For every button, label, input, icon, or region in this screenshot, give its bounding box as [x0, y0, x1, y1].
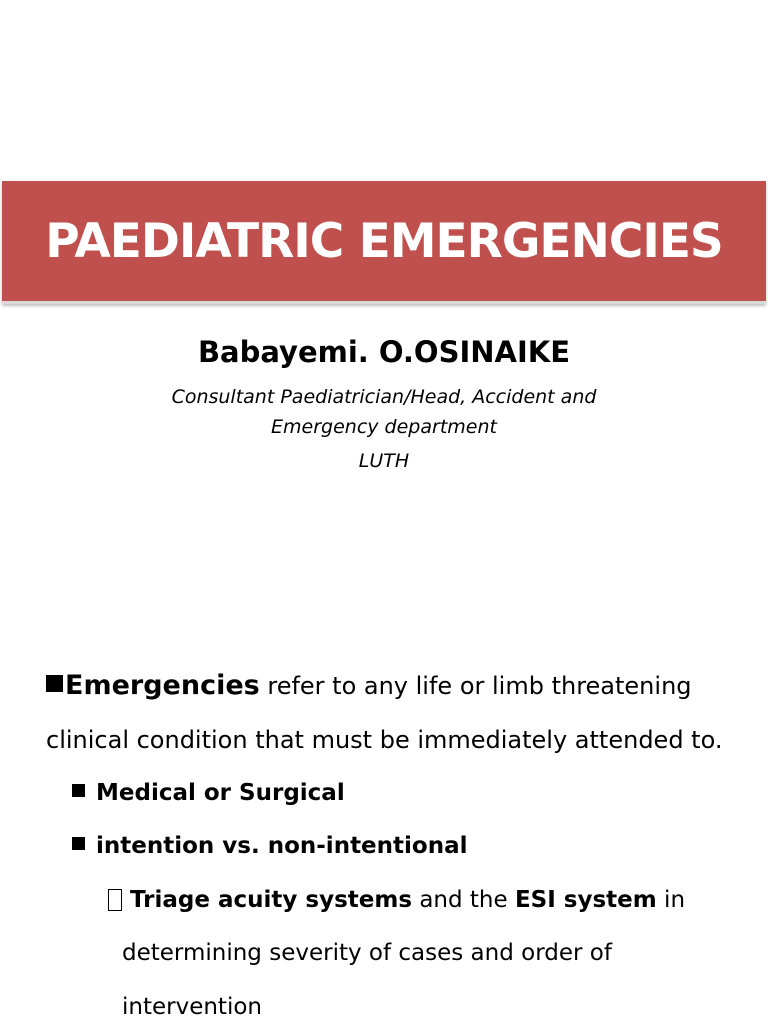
bullet-label: intention vs. non-intentional: [96, 833, 468, 859]
emergencies-term: Emergencies: [65, 670, 260, 701]
definition-paragraph-line-2: clinical condition that must be immediately attended to.: [46, 726, 723, 754]
square-bullet-icon: [72, 837, 85, 850]
bullet-label: Medical or Surgical: [96, 780, 345, 806]
arrow-box-icon: [108, 889, 122, 911]
connector-text: and the: [412, 887, 515, 913]
square-bullet-icon: [46, 675, 63, 692]
sub-bullet-line-2: determining severity of cases and order of: [122, 940, 612, 966]
affiliation-line-1: Consultant Paediatrician/Head, Accident and: [171, 386, 597, 408]
affiliation-line-3: LUTH: [358, 450, 410, 472]
sub-bullet-triage: [108, 887, 685, 913]
triage-term: Triage acuity systems: [130, 887, 413, 913]
sub-bullet-line-3: intervention: [122, 994, 262, 1020]
definition-paragraph-line-1: [46, 670, 692, 701]
sub-end-text: in: [656, 887, 686, 913]
bullet-medical-surgical: [72, 780, 345, 806]
definition-text-1: refer to any life or limb threatening: [259, 672, 692, 700]
affiliation-line-2: Emergency department: [271, 416, 497, 438]
bullet-intentional: [72, 833, 468, 859]
esi-term: ESI system: [514, 887, 657, 913]
title-banner: [2, 181, 766, 304]
slide-title: PAEDIATRIC EMERGENCIES: [45, 213, 723, 269]
square-bullet-icon: [72, 784, 85, 797]
author-name: Babayemi. O.OSINAIKE: [197, 335, 571, 369]
